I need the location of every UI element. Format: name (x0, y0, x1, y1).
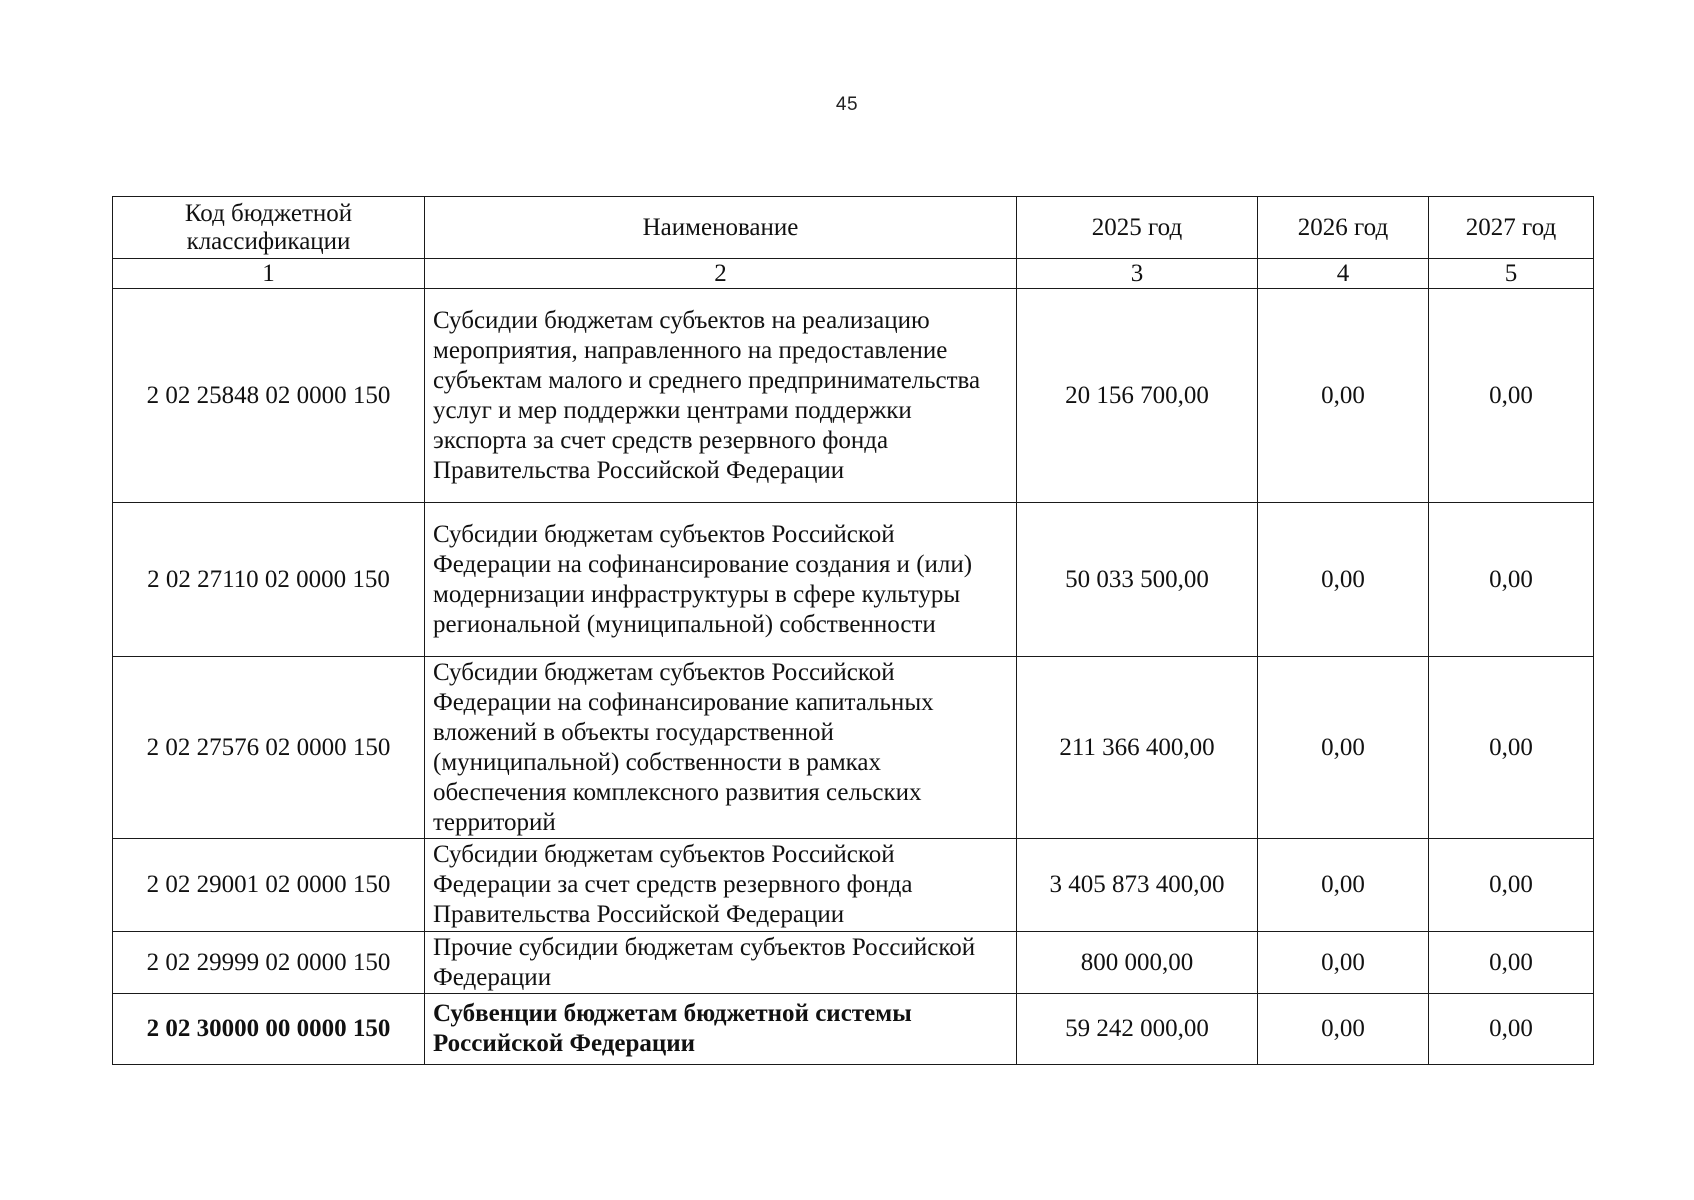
budget-code: 2 02 27576 02 0000 150 (113, 657, 425, 839)
item-name: Прочие субсидии бюджетам субъектов Российской Федерации (425, 932, 1017, 994)
item-name: Субсидии бюджетам субъектов Российской Федерации на софинансирование создания и (или) модернизации инфраструктуры в сфере культуры региональной (муниципальной) собственности (425, 503, 1017, 657)
amount-2027: 0,00 (1429, 657, 1594, 839)
item-name: Субвенции бюджетам бюджетной системы Российской Федерации (425, 994, 1017, 1065)
amount-2026: 0,00 (1258, 932, 1429, 994)
item-name: Субсидии бюджетам субъектов на реализацию мероприятия, направленного на предоставление субъектам малого и среднего предпринимательства услуг и мер поддержки центрами поддержки экспорта за счет средств резервного фонда Правительства Российской Федерации (425, 289, 1017, 503)
column-number: 2 (425, 259, 1017, 289)
table-row (113, 657, 1594, 839)
column-number: 4 (1258, 259, 1429, 289)
amount-2027: 0,00 (1429, 839, 1594, 932)
amount-2027: 0,00 (1429, 289, 1594, 503)
amount-2027: 0,00 (1429, 503, 1594, 657)
item-name: Субсидии бюджетам субъектов Российской Федерации за счет средств резервного фонда Правительства Российской Федерации (425, 839, 1017, 932)
header-year-2025: 2025 год (1017, 197, 1258, 259)
budget-code: 2 02 29001 02 0000 150 (113, 839, 425, 932)
amount-2026: 0,00 (1258, 657, 1429, 839)
amount-2026: 0,00 (1258, 503, 1429, 657)
amount-2026: 0,00 (1258, 994, 1429, 1065)
amount-2026: 0,00 (1258, 839, 1429, 932)
amount-2025: 211 366 400,00 (1017, 657, 1258, 839)
amount-2025: 20 156 700,00 (1017, 289, 1258, 503)
table-row (113, 289, 1594, 503)
header-year-2027: 2027 год (1429, 197, 1594, 259)
amount-2026: 0,00 (1258, 289, 1429, 503)
amount-2025: 50 033 500,00 (1017, 503, 1258, 657)
budget-classification-table (112, 196, 1594, 1065)
budget-code: 2 02 30000 00 0000 150 (113, 994, 425, 1065)
header-code: Код бюджетной классификации (113, 197, 425, 259)
amount-2025: 800 000,00 (1017, 932, 1258, 994)
budget-code: 2 02 27110 02 0000 150 (113, 503, 425, 657)
table-row (113, 839, 1594, 932)
item-name: Субсидии бюджетам субъектов Российской Федерации на софинансирование капитальных вложений в объекты государственной (муниципальной) собственности в рамках обеспечения комплексного развития сельских территорий (425, 657, 1017, 839)
column-number: 1 (113, 259, 425, 289)
table-header-row (113, 197, 1594, 259)
table-row (113, 932, 1594, 994)
column-number: 3 (1017, 259, 1258, 289)
amount-2027: 0,00 (1429, 932, 1594, 994)
column-number: 5 (1429, 259, 1594, 289)
header-name: Наименование (425, 197, 1017, 259)
amount-2027: 0,00 (1429, 994, 1594, 1065)
budget-code: 2 02 25848 02 0000 150 (113, 289, 425, 503)
column-number-row (113, 259, 1594, 289)
page-number: 45 (835, 94, 859, 115)
budget-code: 2 02 29999 02 0000 150 (113, 932, 425, 994)
table-row (113, 503, 1594, 657)
amount-2025: 3 405 873 400,00 (1017, 839, 1258, 932)
amount-2025: 59 242 000,00 (1017, 994, 1258, 1065)
table-row-group-total (113, 994, 1594, 1065)
header-year-2026: 2026 год (1258, 197, 1429, 259)
